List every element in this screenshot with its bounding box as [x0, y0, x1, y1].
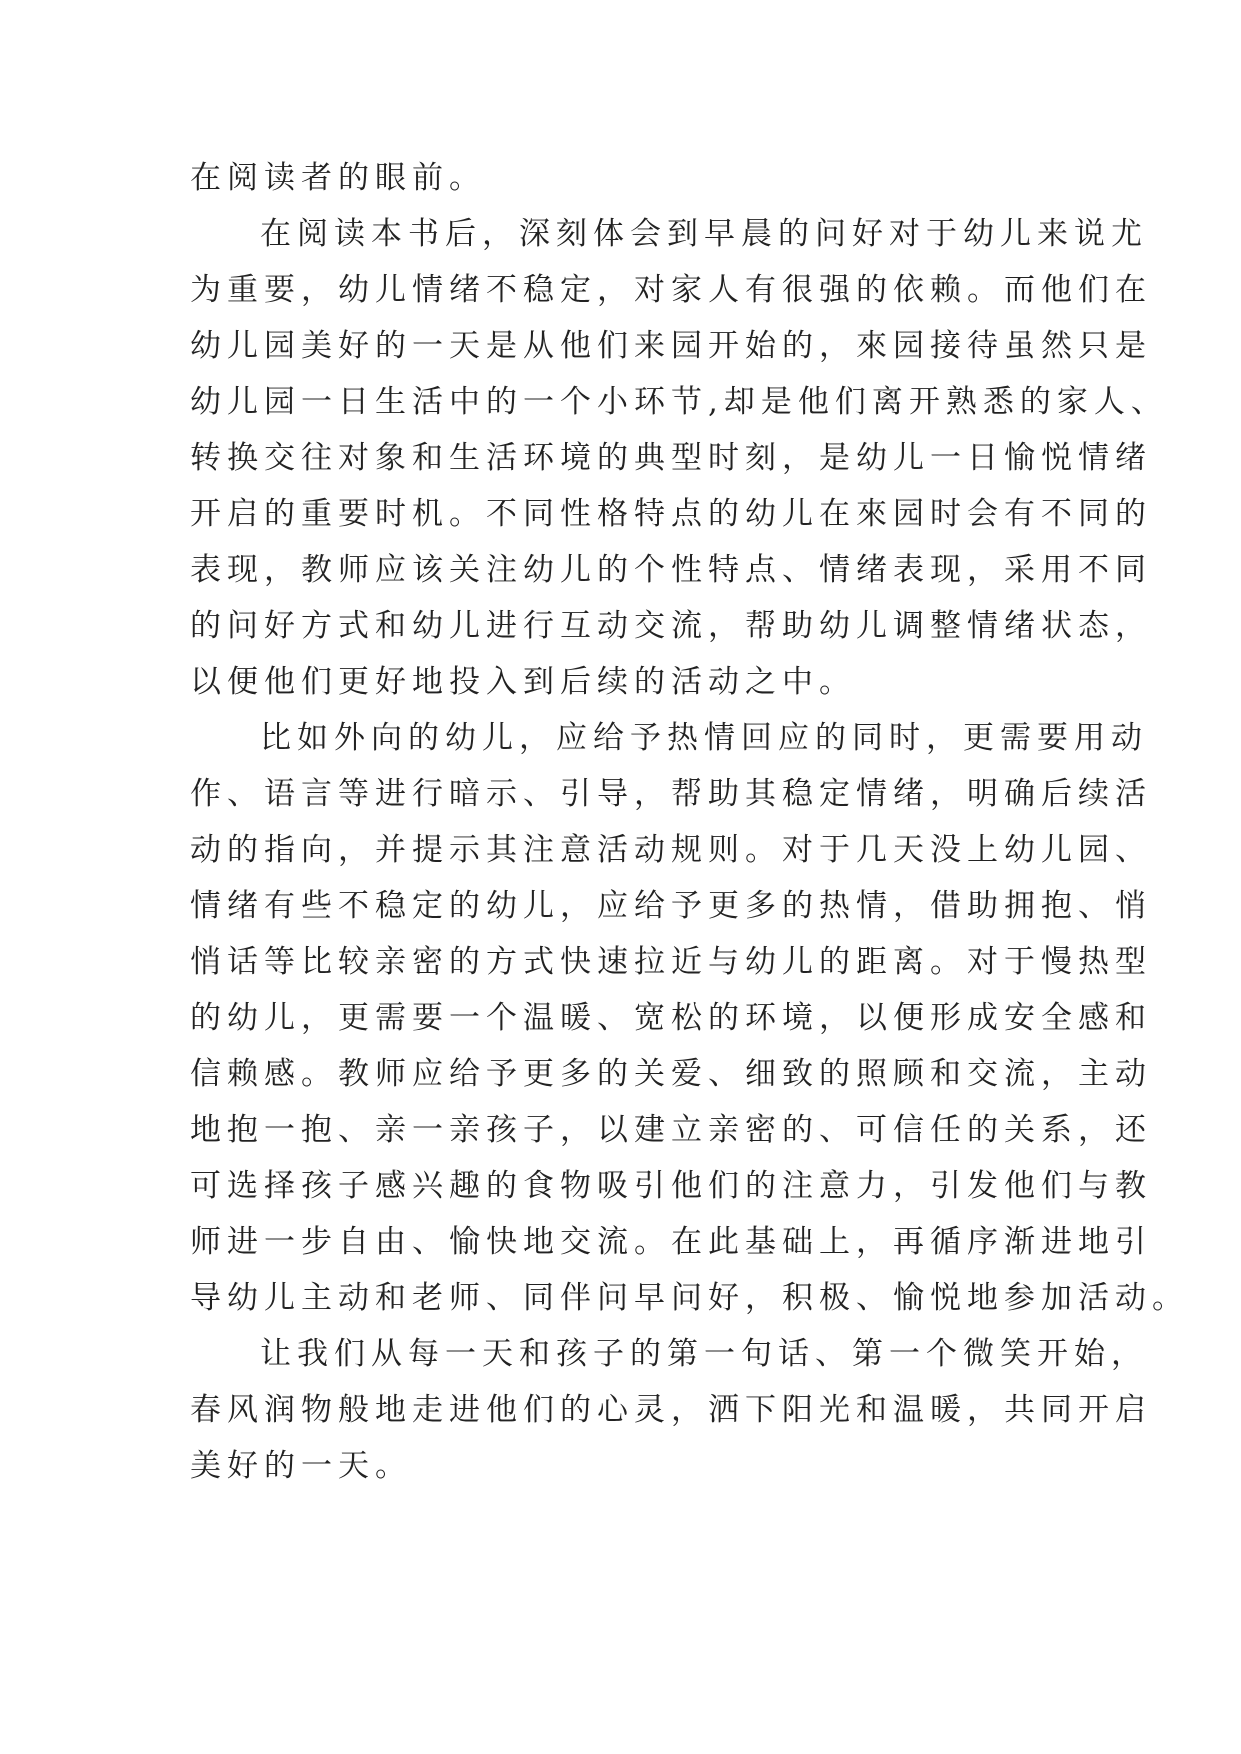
text-line: 的幼儿，更需要一个温暖、宽松的环境，以便形成安全感和 — [190, 1000, 1152, 1036]
text-line: 作、语言等进行暗示、引导，帮助其稳定情绪，明确后续活 — [190, 776, 1152, 812]
text-line: 动的指向，并提示其注意活动规则。对于几天没上幼儿园、 — [190, 832, 1152, 868]
text-line: 地抱一抱、亲一亲孩子，以建立亲密的、可信任的关系，还 — [190, 1112, 1152, 1148]
text-line: 为重要，幼儿情绪不稳定，对家人有很强的依赖。而他们在 — [190, 272, 1152, 308]
text-line: 表现，教师应该关注幼儿的个性特点、情绪表现，采用不同 — [190, 552, 1152, 588]
text-line: 开启的重要时机。不同性格特点的幼儿在來园时会有不同的 — [190, 496, 1152, 532]
text-line: 情绪有些不稳定的幼儿，应给予更多的热情，借助拥抱、悄 — [190, 888, 1152, 924]
text-line: 幼儿园一日生活中的一个小环节,却是他们离开熟悉的家人、 — [190, 384, 1168, 420]
text-line: 在阅读本书后，深刻体会到早晨的问好对于幼儿来说尤 — [260, 216, 1148, 252]
text-line: 转换交往对象和生活环境的典型时刻，是幼儿一日愉悦情绪 — [190, 440, 1152, 476]
text-line: 师进一步自由、愉快地交流。在此基础上，再循序渐进地引 — [190, 1224, 1152, 1260]
text-line: 导幼儿主动和老师、同伴问早问好，积极、愉悦地参加活动。 — [190, 1280, 1189, 1316]
text-line: 让我们从每一天和孩子的第一句话、第一个微笑开始， — [260, 1336, 1148, 1372]
text-line: 可选择孩子感兴趣的食物吸引他们的注意力，引发他们与教 — [190, 1168, 1152, 1204]
text-line: 的问好方式和幼儿进行互动交流，帮助幼儿调整情绪状态， — [190, 608, 1152, 644]
text-line: 悄话等比较亲密的方式快速拉近与幼儿的距离。对于慢热型 — [190, 944, 1152, 980]
text-line: 以便他们更好地投入到后续的活动之中。 — [190, 664, 856, 700]
text-line: 春风润物般地走进他们的心灵，洒下阳光和温暖，共同开启 — [190, 1392, 1152, 1428]
document-body — [190, 150, 1189, 1494]
text-line: 幼儿园美好的一天是从他们来园开始的，來园接待虽然只是 — [190, 328, 1152, 364]
text-line: 在阅读者的眼前。 — [190, 160, 486, 196]
text-line: 比如外向的幼儿，应给予热情回应的同时，更需要用动 — [260, 720, 1148, 756]
text-line: 信赖感。教师应给予更多的关爱、细致的照顾和交流，主动 — [190, 1056, 1152, 1092]
text-line: 美好的一天。 — [190, 1448, 412, 1484]
